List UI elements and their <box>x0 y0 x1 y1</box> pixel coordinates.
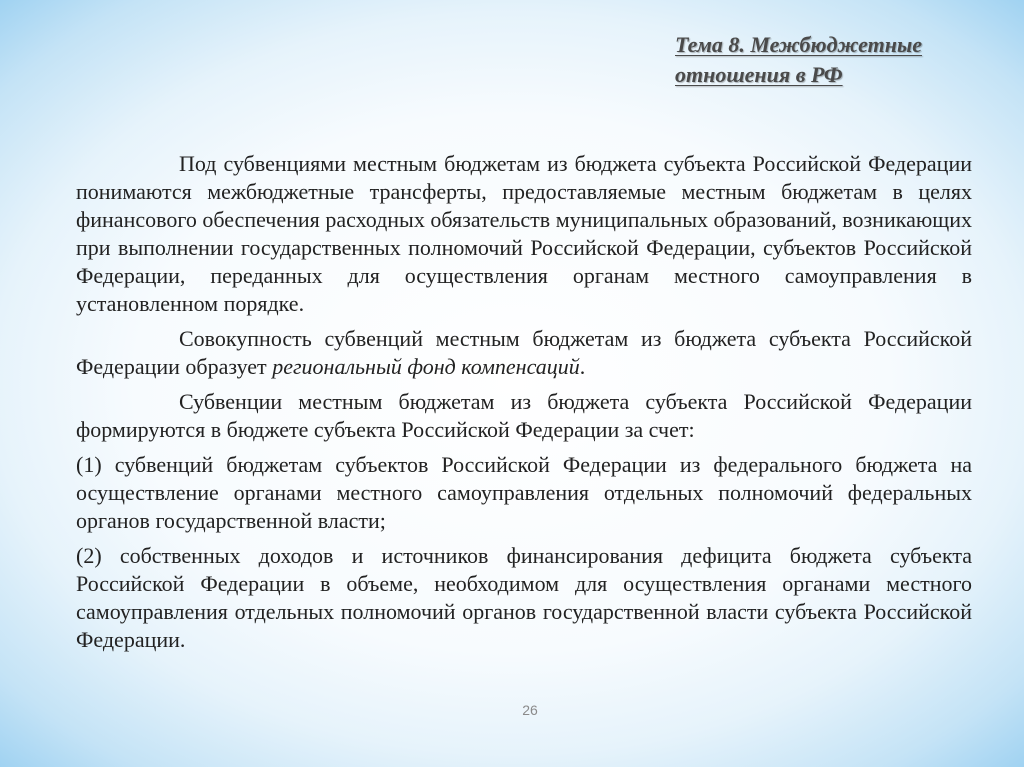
paragraph-regional-fund-text: Совокупность субвенций местным бюджетам из бюджета субъекта Российской Федерации образует <box>76 326 972 379</box>
paragraph-regional-fund <box>76 325 972 381</box>
paragraph-formation-sources: Субвенции местным бюджетам из бюджета субъекта Российской Федерации формируются в бюджете субъекта Российской Федерации за счет: <box>76 389 972 442</box>
page-number: 26 <box>522 702 538 718</box>
list-item-own-revenues: (2) собственных доходов и источников финансирования дефицита бюджета субъекта Российской Федерации в объеме, необходимом для осуществления органами местного самоуправления отдельных полномочий органов государственной власти субъекта Российской Федерации. <box>76 543 972 652</box>
slide-body <box>76 150 972 661</box>
paragraph-regional-fund-end: . <box>579 354 586 379</box>
slide-title-line-1: Тема 8. Межбюджетные <box>675 32 922 57</box>
regional-fund-term: региональный фонд компенсаций <box>272 354 580 379</box>
slide-title <box>675 30 995 90</box>
paragraph-subventions-definition: Под субвенциями местным бюджетам из бюджета субъекта Российской Федерации понимаются межбюджетные трансферты, предоставляемые местным бюджетам в целях финансового обеспечения расходных обязательств муниципальных образований, возникающих при выполнении государственных полномочий Российской Федерации, субъектов Российской Федерации, переданных для осуществления органам местного самоуправления в установленном порядке. <box>76 151 972 316</box>
list-item-federal-subventions: (1) субвенций бюджетам субъектов Российской Федерации из федерального бюджета на осуществление органами местного самоуправления отдельных полномочий федеральных органов государственной власти; <box>76 452 972 533</box>
slide-title-line-2: отношения в РФ <box>675 62 843 87</box>
